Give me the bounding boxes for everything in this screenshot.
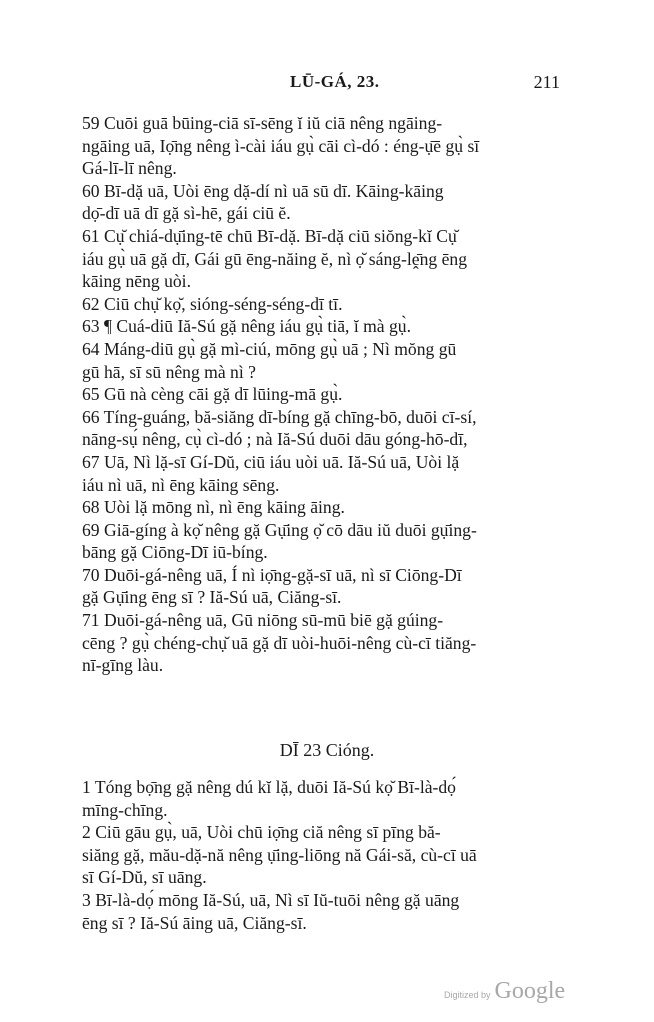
text-line: bāng gặ Ciōng-Dī iū-bíng. (82, 542, 268, 563)
text-line: cēng ? gụ̀ chéng-chụ̆ uā gặ dī uòi-huōi-nêng cù-cī tiăng- (82, 632, 477, 653)
text-line: iáu nì uā, nì ēng kāing sēng. (82, 474, 280, 495)
text-line: 66 Tíng-guáng, bă-siăng dī-bíng gặ chīng-bō, duōi cī-sí, (82, 406, 477, 427)
text-line: 2 Ciū gāu gụ̀, uā, Uòi chū iọ̄ng ciă nêng sī pīng bă- (82, 822, 441, 843)
page-number: 211 (533, 72, 560, 92)
text-line: 63 ¶ Cuá-diū Iă-Sú gặ nêng iáu gụ̀ tiā, ĭ mà gụ̀. (82, 316, 411, 337)
text-line: nī-gīng làu. (82, 655, 164, 676)
text-line: 3 Bī-là-dọ́ mōng Iă-Sú, uā, Nì sī Iŭ-tuōi nêng gặ uāng (82, 889, 460, 910)
google-logo: Google (494, 978, 566, 1004)
text-line: siăng gặ, mău-dặ-nă nêng ụ̄ing-liōng nă Gái-să, cù-cī uā (82, 844, 477, 865)
text-line: iáu gụ̀ uā gặ dī, Gái gū ēng-năing ĕ, nì ọ̆ sáng-lḙ̄ng ēng (82, 248, 468, 269)
text-line: 64 Máng-diū gụ̀ gặ mì-ciú, mōng gụ̀ uā ; Nì mŏng gū (82, 338, 457, 359)
text-line: 70 Duōi-gá-nêng uā, Í nì iọ̄ng-gặ-sī uā, nì sī Ciōng-Dī (82, 564, 462, 585)
text-line: 65 Gū nà cèng cāi gặ dī lūing-mā gụ̀. (82, 384, 343, 405)
text-line: 59 Cuōi guā būing-ciā sī-sēng ĭ iŭ ciā nêng ngāing- (82, 113, 443, 133)
chapter-heading: DĪ 23 Cióng. (279, 740, 375, 760)
text-line: kāing nēng uòi. (82, 271, 191, 292)
text-line: nāng-sụ́ nêng, cụ̀ cì-dó ; nà Iă-Sú duōi dāu góng-hō-dī, (82, 429, 468, 450)
text-line: 62 Ciū chụ̆ kọ̆, sióng-séng-séng-dī tī. (82, 293, 343, 314)
text-line: Gá-lī-lī nêng. (82, 158, 177, 179)
digitized-label: Digitized by (444, 990, 491, 1000)
running-head: LŪ-GÁ, 23. (290, 72, 380, 91)
text-line: 68 Uòi lặ mōng nì, nì ēng kāing āing. (82, 497, 345, 518)
text-line: 60 Bī-dặ uā, Uòi ēng dặ-dí nì uā sū dī. Kāing-kāing (82, 180, 444, 201)
text-line: gặ Gụ̄ing ēng sī ? Iă-Sú uā, Ciăng-sī. (82, 587, 342, 608)
text-line: 67 Uā, Nì lặ-sī Gí-Dŭ, ciū iáu uòi uā. Iă-Sú uā, Uòi lặ (82, 451, 460, 472)
text-line: dọ̄-dī uā dī gặ sì-hē, gái ciū ĕ. (82, 203, 291, 224)
digitized-watermark (444, 978, 565, 1005)
text-line: 61 Cụ̆ chiá-dụ̄ing-tē chū Bī-dặ. Bī-dặ ciū siŏng-kĭ Cụ̆ (82, 225, 457, 246)
verse-block-chapter-23 (82, 776, 560, 934)
text-line: gū hā, sī sū nêng mà nì ? (82, 361, 256, 382)
text-line: ngāing uā, Iọ̄ng nêng ì-cài iáu gụ̀ cāi cì-dó : éng-ụ̄ē gụ̀ sī (82, 135, 480, 156)
text-line: sī Gí-Dŭ, sī uāng. (82, 867, 207, 888)
text-line: 69 Giā-gíng à kọ̆ nêng gặ Gụ̄ing ọ̆ cō dāu iŭ duōi gụ̄ing- (82, 519, 477, 540)
text-line: 71 Duōi-gá-nêng uā, Gū niōng sū-mū biē gặ gúing- (82, 610, 444, 631)
text-line: mīng-chīng. (82, 799, 168, 820)
text-line: 1 Tóng bọ̄ng gặ nêng dú kĭ lặ, duōi Iă-Sú kọ̆ Bī-là-dọ́ (82, 777, 456, 797)
page-header (80, 72, 560, 96)
text-line: ēng sī ? Iă-Sú āing uā, Ciăng-sī. (82, 912, 307, 933)
verse-block (82, 112, 560, 677)
